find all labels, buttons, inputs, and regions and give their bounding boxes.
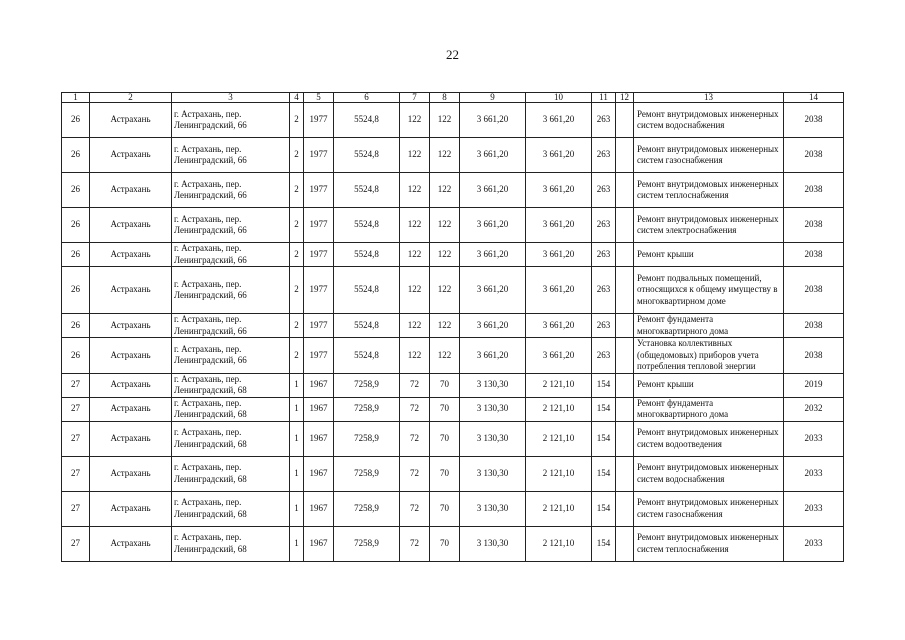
cell-work-type: Ремонт внутридомовых инженерных систем водоотведения [634,421,784,456]
cell-area-residential: 3 661,20 [526,173,592,208]
cell-flats: 72 [400,491,430,526]
cell-col12 [616,338,634,374]
cell-work-type: Ремонт внутридомовых инженерных систем газоснабжения [634,491,784,526]
cell-col12 [616,208,634,243]
cell-floors: 2 [290,267,304,314]
cell-area-residential: 3 661,20 [526,338,592,374]
cell-flats-residential: 122 [430,314,460,338]
cell-residents: 263 [592,243,616,267]
cell-col12 [616,173,634,208]
cell-area-total: 3 661,20 [460,208,526,243]
cell-floors: 1 [290,526,304,561]
cell-flats-residential: 122 [430,243,460,267]
register-table [61,92,844,562]
column-header: 12 [616,93,634,103]
cell-year: 1967 [304,421,334,456]
cell-area: 7258,9 [334,526,400,561]
cell-flats-residential: 122 [430,103,460,138]
cell-col12 [616,373,634,397]
cell-area-total: 3 661,20 [460,338,526,374]
cell-work-type: Ремонт внутридомовых инженерных систем водоснабжения [634,103,784,138]
cell-number: 27 [62,456,90,491]
cell-planned-year: 2038 [784,173,844,208]
cell-city: Астрахань [90,373,172,397]
cell-planned-year: 2038 [784,267,844,314]
cell-year: 1977 [304,243,334,267]
cell-area-residential: 2 121,10 [526,491,592,526]
cell-year: 1977 [304,173,334,208]
cell-area-residential: 3 661,20 [526,138,592,173]
cell-floors: 1 [290,456,304,491]
cell-residents: 263 [592,103,616,138]
cell-flats-residential: 70 [430,373,460,397]
column-header: 8 [430,93,460,103]
cell-year: 1967 [304,373,334,397]
cell-floors: 2 [290,208,304,243]
cell-floors: 2 [290,338,304,374]
cell-area-total: 3 130,30 [460,421,526,456]
column-header: 14 [784,93,844,103]
cell-address: г. Астрахань, пер. Ленинградский, 68 [172,397,290,421]
cell-flats-residential: 70 [430,421,460,456]
cell-area: 7258,9 [334,373,400,397]
cell-work-type: Ремонт крыши [634,373,784,397]
cell-area-total: 3 130,30 [460,397,526,421]
cell-area-total: 3 661,20 [460,138,526,173]
cell-area: 5524,8 [334,243,400,267]
table-row [62,138,844,173]
cell-address: г. Астрахань, пер. Ленинградский, 66 [172,267,290,314]
cell-number: 26 [62,267,90,314]
cell-year: 1977 [304,267,334,314]
cell-number: 27 [62,421,90,456]
table-row [62,338,844,374]
column-header: 3 [172,93,290,103]
cell-address: г. Астрахань, пер. Ленинградский, 66 [172,338,290,374]
cell-flats-residential: 70 [430,526,460,561]
cell-planned-year: 2033 [784,421,844,456]
table-row [62,456,844,491]
cell-address: г. Астрахань, пер. Ленинградский, 68 [172,456,290,491]
cell-city: Астрахань [90,491,172,526]
cell-city: Астрахань [90,243,172,267]
register-body [62,103,844,562]
cell-residents: 263 [592,208,616,243]
cell-year: 1977 [304,338,334,374]
cell-flats: 72 [400,373,430,397]
cell-year: 1967 [304,526,334,561]
cell-area-total: 3 130,30 [460,491,526,526]
cell-area: 5524,8 [334,267,400,314]
table-row [62,421,844,456]
cell-address: г. Астрахань, пер. Ленинградский, 66 [172,138,290,173]
cell-area-total: 3 661,20 [460,103,526,138]
cell-flats-residential: 122 [430,267,460,314]
cell-area: 5524,8 [334,103,400,138]
cell-area-residential: 2 121,10 [526,526,592,561]
cell-address: г. Астрахань, пер. Ленинградский, 68 [172,526,290,561]
cell-col12 [616,491,634,526]
cell-city: Астрахань [90,138,172,173]
column-header: 7 [400,93,430,103]
cell-area-total: 3 661,20 [460,267,526,314]
cell-flats-residential: 70 [430,491,460,526]
cell-flats: 72 [400,456,430,491]
cell-city: Астрахань [90,526,172,561]
cell-col12 [616,243,634,267]
cell-flats-residential: 122 [430,138,460,173]
cell-area-residential: 3 661,20 [526,103,592,138]
cell-work-type: Ремонт фундамента многоквартирного дома [634,314,784,338]
cell-year: 1977 [304,103,334,138]
table-row [62,208,844,243]
cell-flats-residential: 70 [430,456,460,491]
cell-area-residential: 2 121,10 [526,421,592,456]
cell-floors: 1 [290,491,304,526]
cell-planned-year: 2038 [784,243,844,267]
cell-area: 5524,8 [334,338,400,374]
cell-area-total: 3 661,20 [460,173,526,208]
cell-area: 7258,9 [334,397,400,421]
cell-address: г. Астрахань, пер. Ленинградский, 68 [172,421,290,456]
cell-number: 26 [62,314,90,338]
cell-address: г. Астрахань, пер. Ленинградский, 68 [172,373,290,397]
cell-col12 [616,397,634,421]
cell-col12 [616,456,634,491]
cell-flats: 122 [400,338,430,374]
column-number-row [62,93,844,103]
cell-area-residential: 2 121,10 [526,456,592,491]
cell-planned-year: 2033 [784,526,844,561]
cell-residents: 154 [592,397,616,421]
cell-address: г. Астрахань, пер. Ленинградский, 68 [172,491,290,526]
cell-address: г. Астрахань, пер. Ленинградский, 66 [172,208,290,243]
cell-flats: 122 [400,208,430,243]
table-row [62,491,844,526]
cell-number: 26 [62,243,90,267]
cell-city: Астрахань [90,314,172,338]
cell-planned-year: 2038 [784,314,844,338]
cell-residents: 263 [592,138,616,173]
cell-residents: 154 [592,373,616,397]
table-row [62,243,844,267]
column-header: 5 [304,93,334,103]
cell-residents: 263 [592,173,616,208]
table-row [62,526,844,561]
cell-residents: 154 [592,526,616,561]
cell-area: 7258,9 [334,491,400,526]
cell-address: г. Астрахань, пер. Ленинградский, 66 [172,173,290,208]
cell-floors: 2 [290,103,304,138]
cell-residents: 263 [592,314,616,338]
page-number: 22 [446,47,459,62]
cell-city: Астрахань [90,267,172,314]
cell-area-residential: 3 661,20 [526,243,592,267]
cell-flats-residential: 122 [430,208,460,243]
cell-city: Астрахань [90,397,172,421]
cell-area: 7258,9 [334,456,400,491]
cell-number: 26 [62,138,90,173]
cell-work-type: Установка коллективных (общедомовых) приборов учета потребления тепловой энергии [634,338,784,374]
cell-number: 26 [62,338,90,374]
cell-col12 [616,314,634,338]
cell-flats: 72 [400,526,430,561]
cell-flats-residential: 122 [430,173,460,208]
cell-number: 27 [62,373,90,397]
cell-area: 7258,9 [334,421,400,456]
column-header: 13 [634,93,784,103]
cell-col12 [616,138,634,173]
cell-flats: 72 [400,397,430,421]
table-row [62,267,844,314]
cell-planned-year: 2033 [784,456,844,491]
cell-planned-year: 2019 [784,373,844,397]
cell-area: 5524,8 [334,138,400,173]
cell-col12 [616,267,634,314]
cell-area-total: 3 661,20 [460,314,526,338]
cell-flats: 122 [400,314,430,338]
cell-work-type: Ремонт внутридомовых инженерных систем электроснабжения [634,208,784,243]
cell-number: 27 [62,526,90,561]
cell-residents: 154 [592,456,616,491]
table-row [62,397,844,421]
cell-area: 5524,8 [334,173,400,208]
cell-address: г. Астрахань, пер. Ленинградский, 66 [172,314,290,338]
cell-flats: 122 [400,138,430,173]
cell-address: г. Астрахань, пер. Ленинградский, 66 [172,243,290,267]
cell-work-type: Ремонт внутридомовых инженерных систем водоснабжения [634,456,784,491]
table-row [62,173,844,208]
cell-floors: 1 [290,397,304,421]
cell-year: 1977 [304,314,334,338]
cell-planned-year: 2032 [784,397,844,421]
cell-work-type: Ремонт подвальных помещений, относящихся к общему имуществу в многоквартирном доме [634,267,784,314]
cell-planned-year: 2033 [784,491,844,526]
cell-area-residential: 2 121,10 [526,397,592,421]
column-header: 2 [90,93,172,103]
cell-year: 1977 [304,208,334,243]
cell-residents: 263 [592,267,616,314]
cell-number: 27 [62,397,90,421]
cell-city: Астрахань [90,173,172,208]
cell-work-type: Ремонт внутридомовых инженерных систем газоснабжения [634,138,784,173]
cell-col12 [616,526,634,561]
column-header: 6 [334,93,400,103]
cell-area-total: 3 661,20 [460,243,526,267]
cell-address: г. Астрахань, пер. Ленинградский, 66 [172,103,290,138]
cell-planned-year: 2038 [784,103,844,138]
cell-flats-residential: 70 [430,397,460,421]
cell-city: Астрахань [90,456,172,491]
cell-year: 1967 [304,456,334,491]
cell-number: 26 [62,173,90,208]
cell-flats: 122 [400,243,430,267]
cell-city: Астрахань [90,103,172,138]
cell-work-type: Ремонт внутридомовых инженерных систем теплоснабжения [634,173,784,208]
cell-city: Астрахань [90,338,172,374]
cell-flats: 122 [400,267,430,314]
cell-number: 26 [62,208,90,243]
cell-area-total: 3 130,30 [460,373,526,397]
cell-col12 [616,421,634,456]
column-header: 1 [62,93,90,103]
cell-work-type: Ремонт внутридомовых инженерных систем теплоснабжения [634,526,784,561]
cell-floors: 1 [290,373,304,397]
cell-planned-year: 2038 [784,338,844,374]
cell-residents: 154 [592,491,616,526]
table-row [62,103,844,138]
cell-number: 26 [62,103,90,138]
cell-city: Астрахань [90,421,172,456]
cell-residents: 263 [592,338,616,374]
cell-area-total: 3 130,30 [460,456,526,491]
cell-flats: 122 [400,103,430,138]
table-row [62,314,844,338]
cell-area-residential: 3 661,20 [526,267,592,314]
table-row [62,373,844,397]
cell-area: 5524,8 [334,208,400,243]
cell-year: 1977 [304,138,334,173]
cell-floors: 2 [290,314,304,338]
cell-floors: 1 [290,421,304,456]
cell-number: 27 [62,491,90,526]
column-header: 4 [290,93,304,103]
cell-flats-residential: 122 [430,338,460,374]
cell-year: 1967 [304,491,334,526]
cell-floors: 2 [290,243,304,267]
cell-year: 1967 [304,397,334,421]
cell-area-total: 3 130,30 [460,526,526,561]
cell-work-type: Ремонт крыши [634,243,784,267]
cell-floors: 2 [290,173,304,208]
cell-area: 5524,8 [334,314,400,338]
cell-area-residential: 2 121,10 [526,373,592,397]
cell-work-type: Ремонт фундамента многоквартирного дома [634,397,784,421]
cell-flats: 72 [400,421,430,456]
column-header: 11 [592,93,616,103]
cell-floors: 2 [290,138,304,173]
cell-area-residential: 3 661,20 [526,208,592,243]
cell-planned-year: 2038 [784,138,844,173]
cell-area-residential: 3 661,20 [526,314,592,338]
cell-residents: 154 [592,421,616,456]
cell-city: Астрахань [90,208,172,243]
cell-planned-year: 2038 [784,208,844,243]
column-header: 10 [526,93,592,103]
cell-flats: 122 [400,173,430,208]
cell-col12 [616,103,634,138]
column-header: 9 [460,93,526,103]
